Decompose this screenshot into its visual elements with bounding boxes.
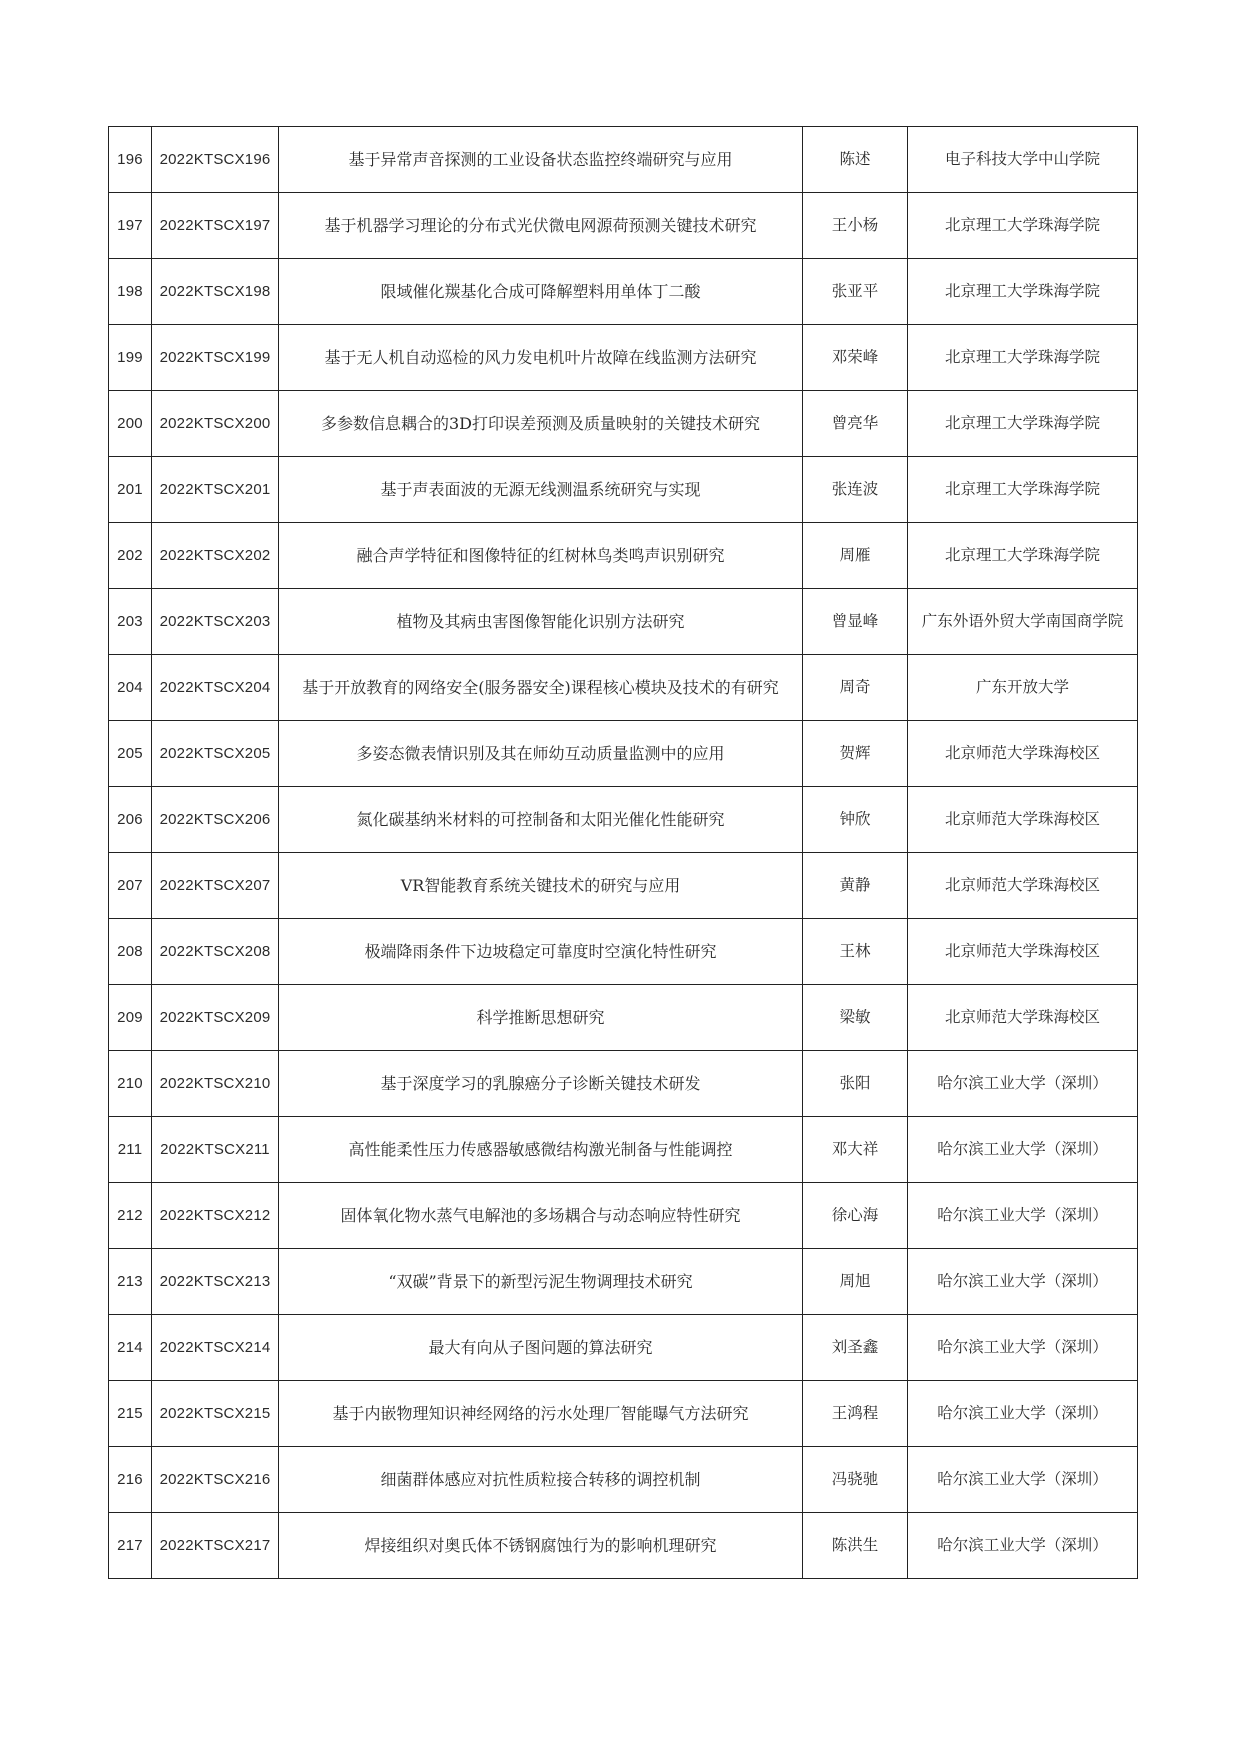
table-row [109, 127, 1138, 193]
project-title: 基于无人机自动巡检的风力发电机叶片故障在线监测方法研究 [279, 325, 803, 391]
project-title: 氮化碳基纳米材料的可控制备和太阳光催化性能研究 [279, 787, 803, 853]
table-row [109, 853, 1138, 919]
project-code: 2022KTSCX199 [152, 325, 279, 391]
project-list-table [108, 126, 1138, 1579]
project-code: 2022KTSCX209 [152, 985, 279, 1051]
institution-name: 电子科技大学中山学院 [908, 127, 1138, 193]
project-title: 基于异常声音探测的工业设备状态监控终端研究与应用 [279, 127, 803, 193]
project-title: 基于内嵌物理知识神经网络的污水处理厂智能曝气方法研究 [279, 1381, 803, 1447]
project-title: 植物及其病虫害图像智能化识别方法研究 [279, 589, 803, 655]
row-number: 212 [109, 1183, 152, 1249]
table-row [109, 391, 1138, 457]
project-title: 高性能柔性压力传感器敏感微结构激光制备与性能调控 [279, 1117, 803, 1183]
row-number: 199 [109, 325, 152, 391]
row-number: 213 [109, 1249, 152, 1315]
project-title: 最大有向从子图问题的算法研究 [279, 1315, 803, 1381]
row-number: 207 [109, 853, 152, 919]
institution-name: 广东开放大学 [908, 655, 1138, 721]
row-number: 209 [109, 985, 152, 1051]
table-row [109, 655, 1138, 721]
table-row [109, 787, 1138, 853]
table-row [109, 721, 1138, 787]
project-title: 极端降雨条件下边坡稳定可靠度时空演化特性研究 [279, 919, 803, 985]
project-leader: 邓荣峰 [803, 325, 908, 391]
project-code: 2022KTSCX205 [152, 721, 279, 787]
project-leader: 黄静 [803, 853, 908, 919]
project-title: 融合声学特征和图像特征的红树林鸟类鸣声识别研究 [279, 523, 803, 589]
project-leader: 周雁 [803, 523, 908, 589]
table-row [109, 1051, 1138, 1117]
table-body [109, 127, 1138, 1579]
row-number: 206 [109, 787, 152, 853]
institution-name: 广东外语外贸大学南国商学院 [908, 589, 1138, 655]
project-title: “双碳”背景下的新型污泥生物调理技术研究 [279, 1249, 803, 1315]
project-leader: 曾显峰 [803, 589, 908, 655]
row-number: 196 [109, 127, 152, 193]
row-number: 202 [109, 523, 152, 589]
institution-name: 北京理工大学珠海学院 [908, 523, 1138, 589]
project-leader: 钟欣 [803, 787, 908, 853]
institution-name: 北京理工大学珠海学院 [908, 391, 1138, 457]
row-number: 216 [109, 1447, 152, 1513]
row-number: 205 [109, 721, 152, 787]
project-leader: 王鸿程 [803, 1381, 908, 1447]
row-number: 211 [109, 1117, 152, 1183]
institution-name: 哈尔滨工业大学（深圳） [908, 1183, 1138, 1249]
table-row [109, 523, 1138, 589]
row-number: 215 [109, 1381, 152, 1447]
project-code: 2022KTSCX202 [152, 523, 279, 589]
project-title: 细菌群体感应对抗性质粒接合转移的调控机制 [279, 1447, 803, 1513]
project-code: 2022KTSCX200 [152, 391, 279, 457]
row-number: 217 [109, 1513, 152, 1579]
institution-name: 哈尔滨工业大学（深圳） [908, 1447, 1138, 1513]
project-title: 基于深度学习的乳腺癌分子诊断关键技术研发 [279, 1051, 803, 1117]
institution-name: 哈尔滨工业大学（深圳） [908, 1513, 1138, 1579]
institution-name: 北京理工大学珠海学院 [908, 259, 1138, 325]
row-number: 200 [109, 391, 152, 457]
institution-name: 北京师范大学珠海校区 [908, 985, 1138, 1051]
project-title: 基于开放教育的网络安全(服务器安全)课程核心模块及技术的有研究 [279, 655, 803, 721]
project-leader: 陈洪生 [803, 1513, 908, 1579]
institution-name: 哈尔滨工业大学（深圳） [908, 1249, 1138, 1315]
table-row [109, 1447, 1138, 1513]
row-number: 201 [109, 457, 152, 523]
row-number: 198 [109, 259, 152, 325]
project-code: 2022KTSCX216 [152, 1447, 279, 1513]
project-code: 2022KTSCX204 [152, 655, 279, 721]
project-title: 科学推断思想研究 [279, 985, 803, 1051]
row-number: 203 [109, 589, 152, 655]
institution-name: 北京师范大学珠海校区 [908, 721, 1138, 787]
institution-name: 北京理工大学珠海学院 [908, 193, 1138, 259]
table-row [109, 1183, 1138, 1249]
project-leader: 贺辉 [803, 721, 908, 787]
table-row [109, 193, 1138, 259]
project-code: 2022KTSCX197 [152, 193, 279, 259]
row-number: 214 [109, 1315, 152, 1381]
project-leader: 张阳 [803, 1051, 908, 1117]
project-leader: 徐心海 [803, 1183, 908, 1249]
project-code: 2022KTSCX198 [152, 259, 279, 325]
institution-name: 北京理工大学珠海学院 [908, 457, 1138, 523]
table-row [109, 325, 1138, 391]
institution-name: 北京师范大学珠海校区 [908, 853, 1138, 919]
institution-name: 哈尔滨工业大学（深圳） [908, 1381, 1138, 1447]
project-title: 多参数信息耦合的3D打印误差预测及质量映射的关键技术研究 [279, 391, 803, 457]
project-code: 2022KTSCX196 [152, 127, 279, 193]
project-leader: 王小杨 [803, 193, 908, 259]
institution-name: 北京师范大学珠海校区 [908, 919, 1138, 985]
table-row [109, 985, 1138, 1051]
row-number: 197 [109, 193, 152, 259]
project-code: 2022KTSCX214 [152, 1315, 279, 1381]
project-code: 2022KTSCX213 [152, 1249, 279, 1315]
project-title: VR智能教育系统关键技术的研究与应用 [279, 853, 803, 919]
institution-name: 北京师范大学珠海校区 [908, 787, 1138, 853]
project-leader: 王林 [803, 919, 908, 985]
institution-name: 北京理工大学珠海学院 [908, 325, 1138, 391]
project-leader: 梁敏 [803, 985, 908, 1051]
table-row [109, 1381, 1138, 1447]
project-code: 2022KTSCX217 [152, 1513, 279, 1579]
project-title: 固体氧化物水蒸气电解池的多场耦合与动态响应特性研究 [279, 1183, 803, 1249]
project-leader: 张连波 [803, 457, 908, 523]
institution-name: 哈尔滨工业大学（深圳） [908, 1315, 1138, 1381]
table-row [109, 589, 1138, 655]
project-leader: 冯骁驰 [803, 1447, 908, 1513]
project-code: 2022KTSCX201 [152, 457, 279, 523]
project-title: 多姿态微表情识别及其在师幼互动质量监测中的应用 [279, 721, 803, 787]
project-code: 2022KTSCX208 [152, 919, 279, 985]
project-leader: 陈述 [803, 127, 908, 193]
project-title: 限域催化羰基化合成可降解塑料用单体丁二酸 [279, 259, 803, 325]
project-title: 基于机器学习理论的分布式光伏微电网源荷预测关键技术研究 [279, 193, 803, 259]
table-row [109, 919, 1138, 985]
project-code: 2022KTSCX211 [152, 1117, 279, 1183]
project-title: 焊接组织对奥氏体不锈钢腐蚀行为的影响机理研究 [279, 1513, 803, 1579]
project-code: 2022KTSCX210 [152, 1051, 279, 1117]
table-row [109, 1513, 1138, 1579]
table-row [109, 1117, 1138, 1183]
table-row [109, 1315, 1138, 1381]
project-leader: 刘圣鑫 [803, 1315, 908, 1381]
row-number: 208 [109, 919, 152, 985]
row-number: 210 [109, 1051, 152, 1117]
project-code: 2022KTSCX207 [152, 853, 279, 919]
row-number: 204 [109, 655, 152, 721]
institution-name: 哈尔滨工业大学（深圳） [908, 1117, 1138, 1183]
project-code: 2022KTSCX206 [152, 787, 279, 853]
project-leader: 周旭 [803, 1249, 908, 1315]
project-leader: 周奇 [803, 655, 908, 721]
project-code: 2022KTSCX215 [152, 1381, 279, 1447]
project-leader: 曾亮华 [803, 391, 908, 457]
project-leader: 张亚平 [803, 259, 908, 325]
project-code: 2022KTSCX203 [152, 589, 279, 655]
table-row [109, 1249, 1138, 1315]
table-row [109, 457, 1138, 523]
project-title: 基于声表面波的无源无线测温系统研究与实现 [279, 457, 803, 523]
table-row [109, 259, 1138, 325]
institution-name: 哈尔滨工业大学（深圳） [908, 1051, 1138, 1117]
project-leader: 邓大祥 [803, 1117, 908, 1183]
project-code: 2022KTSCX212 [152, 1183, 279, 1249]
